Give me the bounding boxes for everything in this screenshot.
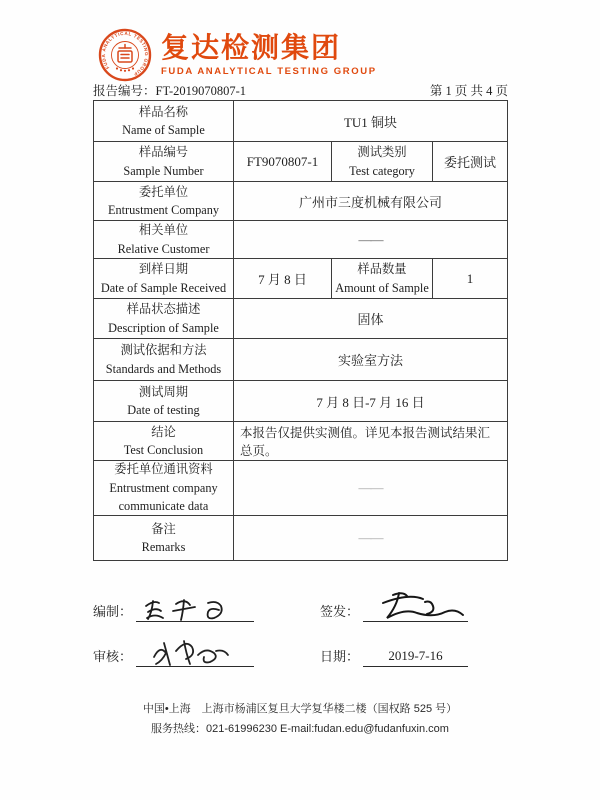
date-value: 2019-7-16 — [363, 641, 468, 667]
row-value: 本报告仅提供实测值。详见本报告测试结果汇总页。 — [233, 422, 507, 460]
row-value-2: 委托测试 — [432, 142, 507, 181]
row-label: 测试依据和方法 Standards and Methods — [105, 343, 222, 376]
row-label: 相关单位 Relative Customer — [117, 223, 210, 256]
sample-info-table — [93, 100, 508, 561]
report-number-label: 报告编号： — [93, 84, 156, 98]
issued-by-field — [320, 596, 468, 622]
row-label: 样品名称 Name of Sample — [122, 104, 205, 137]
fuda-seal-icon — [98, 28, 152, 82]
row-label: 结论 Test Conclusion — [123, 424, 204, 457]
row-label: 到样日期 Date of Sample Received — [100, 262, 227, 295]
row-value: 7 月 8 日-7 月 16 日 — [233, 381, 507, 421]
table-row — [94, 460, 507, 515]
row-value: 固体 — [233, 299, 507, 338]
date-field — [320, 641, 468, 667]
footer — [0, 700, 600, 740]
issued-by-label: 签发： — [320, 604, 360, 619]
row-value: TU1 铜块 — [233, 101, 507, 141]
reviewed-by-signature-icon — [140, 637, 244, 669]
row-value-2: 1 — [432, 259, 507, 298]
row-label-2: 样品数量 Amount of Sample — [331, 259, 432, 298]
row-label-2: 测试类别 Test category — [331, 142, 432, 181]
row-value: —— — [233, 516, 507, 560]
brand-name-cn: 复达检测集团 — [161, 32, 342, 64]
date-label: 日期： — [320, 649, 360, 664]
meta-line — [93, 81, 508, 99]
reviewed-by-signature-line — [136, 641, 254, 667]
row-value: 广州市三度机械有限公司 — [233, 182, 507, 220]
table-row — [94, 101, 507, 141]
table-row — [94, 181, 507, 220]
row-label: 委托单位通讯资料 Entrustment company communicate data — [109, 462, 218, 514]
table-row — [94, 338, 507, 380]
row-value: —— — [233, 461, 507, 515]
row-label: 样品状态描述 Description of Sample — [108, 302, 219, 335]
prepared-by-signature-icon — [140, 594, 244, 624]
row-value: 实验室方法 — [233, 339, 507, 380]
prepared-by-field — [93, 596, 254, 622]
row-label: 备注 Remarks — [141, 521, 186, 554]
table-row — [94, 380, 507, 421]
reviewed-by-label: 审核： — [93, 649, 133, 664]
svg-text:FUDA ANALYTICAL TESTING GROUP: FUDA ANALYTICAL TESTING GROUP — [100, 30, 150, 77]
footer-address: 中国•上海 上海市杨浦区复旦大学复华楼二楼（国权路 525 号） — [142, 703, 458, 715]
brand-logo — [98, 28, 377, 82]
table-row — [94, 258, 507, 298]
row-label: 测试周期 Date of testing — [127, 384, 200, 417]
row-label: 样品编号 Sample Number — [123, 145, 204, 178]
row-label: 委托单位 Entrustment Company — [107, 184, 219, 217]
brand-name-en: FUDA ANALYTICAL TESTING GROUP — [161, 65, 377, 77]
reviewed-by-field — [93, 641, 254, 667]
table-row — [94, 515, 507, 560]
table-row — [94, 421, 507, 460]
footer-contact: 服务热线：021-61996230 E-mail:fudan.edu@fudanfuxin.com — [151, 722, 449, 735]
table-row — [94, 220, 507, 258]
page-info: 第 1 页 共 4 页 — [429, 84, 508, 98]
table-row — [94, 298, 507, 338]
row-value: 7 月 8 日 — [233, 259, 331, 298]
issued-by-signature-line — [363, 596, 468, 622]
row-value: FT9070807-1 — [233, 142, 331, 181]
report-number-value: FT-2019070807-1 — [155, 84, 247, 98]
prepared-by-label: 编制： — [93, 604, 133, 619]
report-number — [93, 81, 246, 99]
prepared-by-signature-line — [136, 596, 254, 622]
issued-by-signature-icon — [367, 590, 467, 624]
row-value: —— — [233, 221, 507, 258]
table-row — [94, 141, 507, 181]
